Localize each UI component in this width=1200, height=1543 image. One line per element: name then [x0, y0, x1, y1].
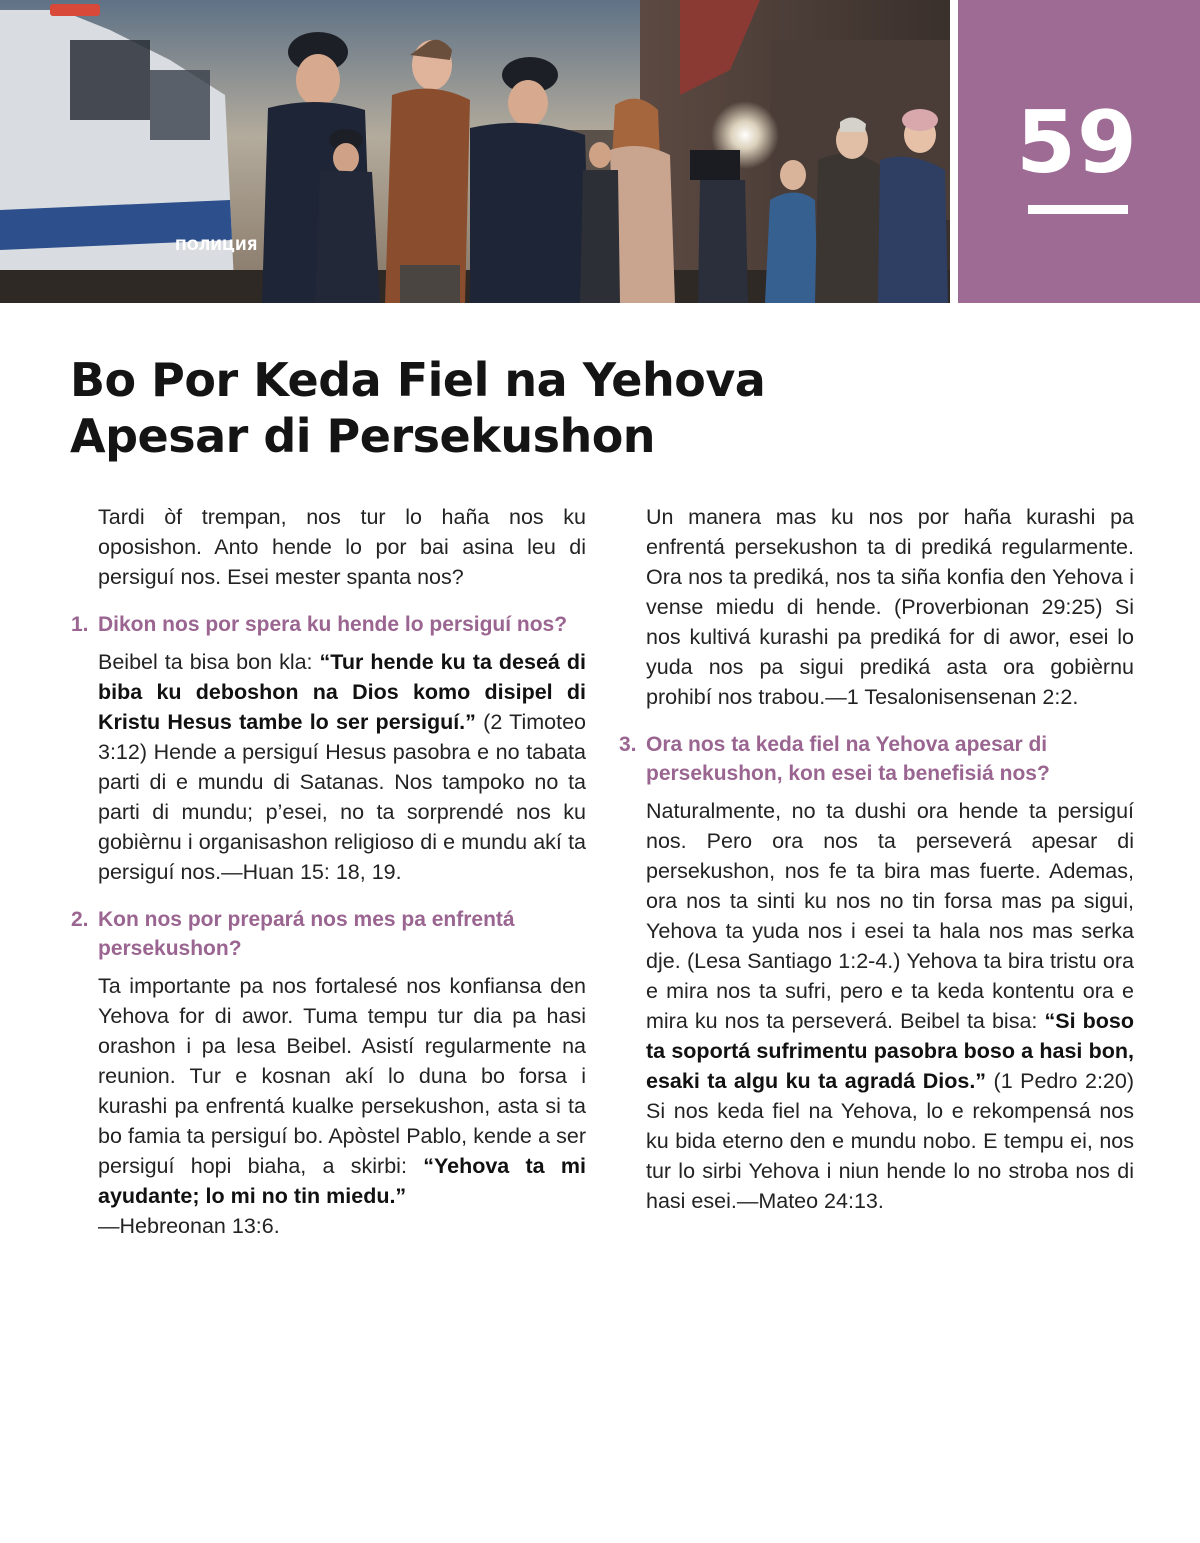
question-3-text: Ora nos ta keda fiel na Yehova apesar di persekushon, kon esei ta benefisiá nos? [646, 733, 1050, 785]
answer-1-quote: “Tur hende ku ta deseá di biba ku deboshon na Dios komo disipel di Kristu Hesus tambe lo ser persiguí.” [98, 650, 586, 734]
answer-2-paragraph [98, 971, 586, 1241]
question-2-text: Kon nos por prepará nos mes pa enfrentá persekushon? [98, 908, 515, 960]
answer-2-quote: “Yehova ta mi ayudante; lo mi no tin miedu.” [98, 1154, 587, 1208]
question-1-number: 1. [71, 613, 89, 636]
question-1-text: Dikon nos por spera ku hende lo persiguí nos? [98, 613, 568, 636]
lesson-number: 59 [1016, 93, 1138, 193]
answer-3-rest: (1 Pedro 2:20) Si nos keda fiel na Yehova, lo e rekompensá nos ku bida eterno den e mundu nobo. E tempu ei, nos tur lo sirbi Yehova i niun hende lo no stroba nos di hasi esei.—Mateo 24:13. [646, 1069, 1134, 1213]
question-3-heading [619, 730, 1134, 788]
lesson-number-block [958, 0, 1200, 303]
answer-1-lead: Beibel ta bisa bon kla: [98, 650, 320, 674]
arrest-scene-illustration [0, 0, 950, 303]
question-2-number: 2. [71, 908, 89, 931]
answer-2-citation: —Hebreonan 13:6. [98, 1214, 280, 1238]
lesson-title-line-2: Apesar di Persekushon [70, 409, 656, 463]
answer-2-continuation: Un manera mas ku nos por haña kurashi pa enfrentá persekushon ta di prediká regularmente. Ora nos ta prediká, nos ta siña konfia den Yehova i vense miedu di hende. (Proverbionan 29:25) Si nos kultivá kurashi pa prediká for di awor, esei lo yuda nos pa sigui prediká asta ora gobièrnu prohibí nos trabou.—1 Tesalonisensenan 2:2. [646, 505, 1134, 709]
right-column [619, 502, 1134, 1231]
answer-3-lead: Naturalmente, no ta dushi ora hende ta persiguí nos. Pero ora nos ta perseverá apesar di persekushon, nos fe ta bira mas fuerte. Ademas, ora nos ta sinti ku nos no tin forsa mas pa sigui, Yehova ta yuda nos i esei ta hala nos mas serka dje. (Lesa Santiago 1:2-4.) Yehova ta bira tristu ora e mira nos ta sufri, pero e ta keda kontentu ora e mira ku nos ta perseverá. Beibel ta bisa: [646, 799, 1134, 1033]
question-2-heading [71, 905, 586, 963]
lesson-title-line-1: Bo Por Keda Fiel na Yehova [70, 353, 766, 407]
lesson-title [70, 352, 830, 464]
header-photo [0, 0, 950, 303]
answer-2-lead: Ta importante pa nos fortalesé nos konfiansa den Yehova for di awor. Tuma tempu tur dia pa hasi orashon i pa lesa Beibel. Asistí regularmente na reunion. Tur e kosnan akí lo duna bo forsa i kurashi pa enfrentá kualke persekushon, asta si ta bo famia ta persiguí bo. Apòstel Pablo, kende a ser persiguí hopi biaha, a skirbi: [98, 974, 586, 1178]
left-column [71, 502, 587, 1256]
answer-3-quote: “Si boso ta soportá sufrimentu pasobra boso a hasi bon, esaki ta algu ku ta agradá Dios.” [646, 1009, 1134, 1093]
van-label: ПОЛИЦИЯ [175, 238, 258, 254]
answer-1-rest: (2 Timoteo 3:12) Hende a persiguí Hesus pasobra e no tabata parti di e mundu di Satanas. Nos tampoko no ta parti di mundu; p’esei, no ta sorprendé nos ku gobièrnu i organisashon religioso di e mundu akí ta persiguí nos.—Huan 15: 18, 19. [98, 710, 586, 884]
intro-paragraph: Tardi òf trempan, nos tur lo haña nos ku oposishon. Anto hende lo por bai asina leu di persiguí nos. Esei mester spanta nos? [98, 505, 586, 589]
lesson-number-underline [1028, 205, 1128, 214]
question-3-number: 3. [619, 733, 637, 756]
answer-3-paragraph [646, 796, 1134, 1216]
answer-1-paragraph [98, 647, 586, 887]
question-1-heading [71, 610, 586, 639]
